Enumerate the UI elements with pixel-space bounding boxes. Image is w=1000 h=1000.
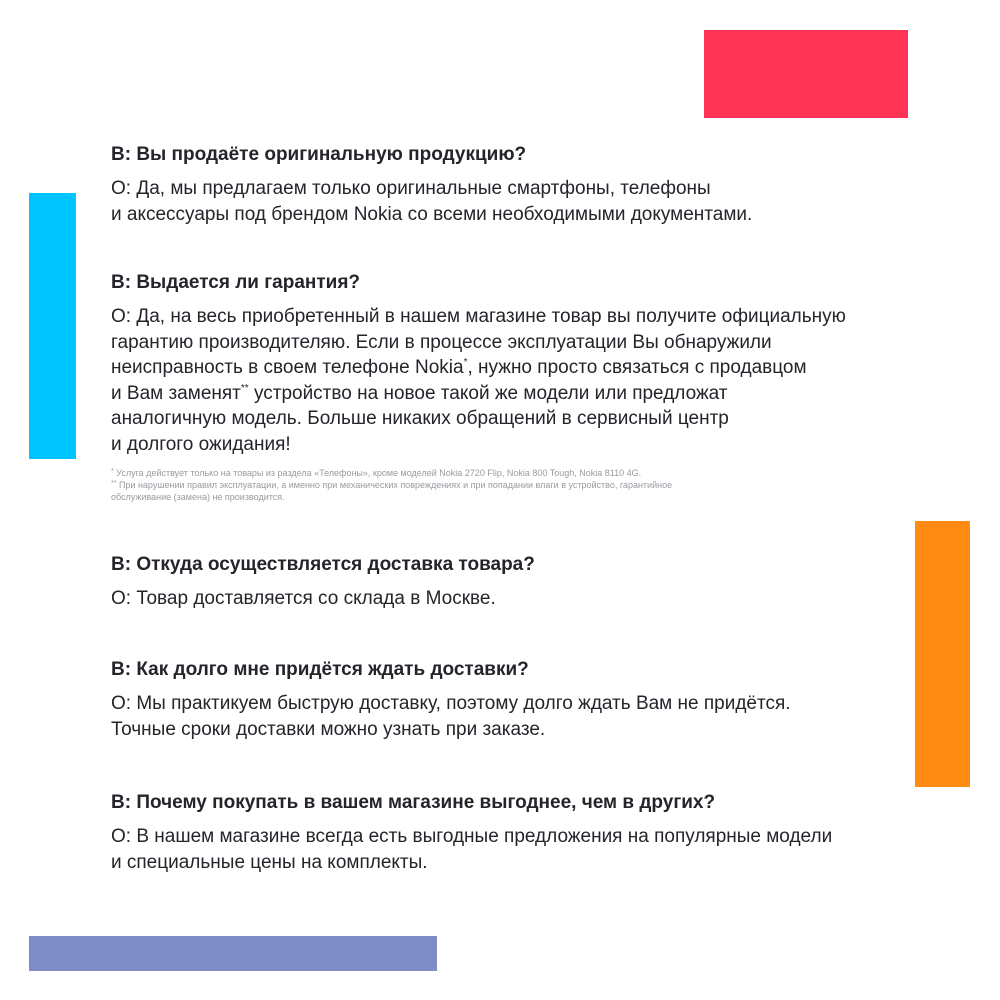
answer-text: , нужно просто связаться с продавцом [467,357,807,378]
footnote [111,491,901,503]
faq-answer [111,824,901,875]
answer-line: О: Товар доставляется со склада в Москве. [111,588,496,609]
faq-question: В: Откуда осуществляется доставка товара? [111,554,535,575]
faq-item-original-products [111,142,901,227]
answer-line [111,355,901,381]
answer-text: и Вам заменят [111,382,241,404]
answer-line [111,381,901,407]
faq-answer [111,691,901,742]
faq-answer [111,586,901,612]
answer-line: и аксессуары под брендом Nokia со всеми необходимыми документами. [111,203,753,225]
answer-text: устройство на новое такой же модели или предложат [248,382,728,404]
footnote-text: обслуживание (замена) не производится. [111,492,285,502]
answer-line: и специальные цены на комплекты. [111,851,428,873]
faq-question: В: Выдается ли гарантия? [111,272,361,293]
footnote-marker: ** [240,382,249,394]
answer-line: аналогичную модель. Больше никаких обращений в сервисный центр [111,408,729,429]
decorative-periwinkle-bar [29,936,437,971]
faq-answer [111,304,901,457]
answer-line: О: Да, на весь приобретенный в нашем магазине товар вы получите официальную [111,306,846,327]
footnote [111,479,901,491]
answer-line: О: Мы практикуем быструю доставку, поэтому долго ждать Вам не придётся. [111,693,791,714]
footnote-text: При нарушении правил эксплуатации, а именно при механических повреждениях и при попадании влаги в устройство, гарантийное [116,480,673,490]
answer-line: О: В нашем магазине всегда есть выгодные предложения на популярные модели [111,826,833,847]
faq-answer [111,176,901,227]
faq-item-why-buy-here [111,790,901,875]
answer-text: неисправность в своем телефоне Nokia [111,357,464,378]
answer-line: гарантию производителяю. Если в процессе эксплуатации Вы обнаружили [111,331,772,353]
faq-item-delivery-origin [111,552,901,612]
footnote-marker: ** [111,480,117,487]
footnote [111,467,901,479]
decorative-red-block [704,30,908,118]
faq-question: В: Как долго мне придётся ждать доставки? [111,659,529,680]
answer-line: и долгого ожидания! [111,433,291,455]
faq-item-delivery-time [111,657,901,742]
decorative-orange-bar [915,521,970,787]
faq-question: В: Вы продаёте оригинальную продукцию? [111,144,527,165]
faq-item-warranty [111,270,901,503]
footnote-marker: * [463,357,468,368]
footnotes [111,467,901,503]
footnote-marker: * [111,468,114,475]
decorative-blue-bar [29,193,76,459]
faq-question: В: Почему покупать в вашем магазине выгоднее, чем в других? [111,792,716,813]
answer-line: О: Да, мы предлагаем только оригинальные смартфоны, телефоны [111,178,711,199]
answer-line: Точные сроки доставки можно узнать при заказе. [111,718,546,740]
footnote-text: Услуга действует только на товары из раздела «Телефоны», кроме моделей Nokia 2720 Flip, Nokia 800 Tough, Nokia 8110 4G. [113,468,642,478]
